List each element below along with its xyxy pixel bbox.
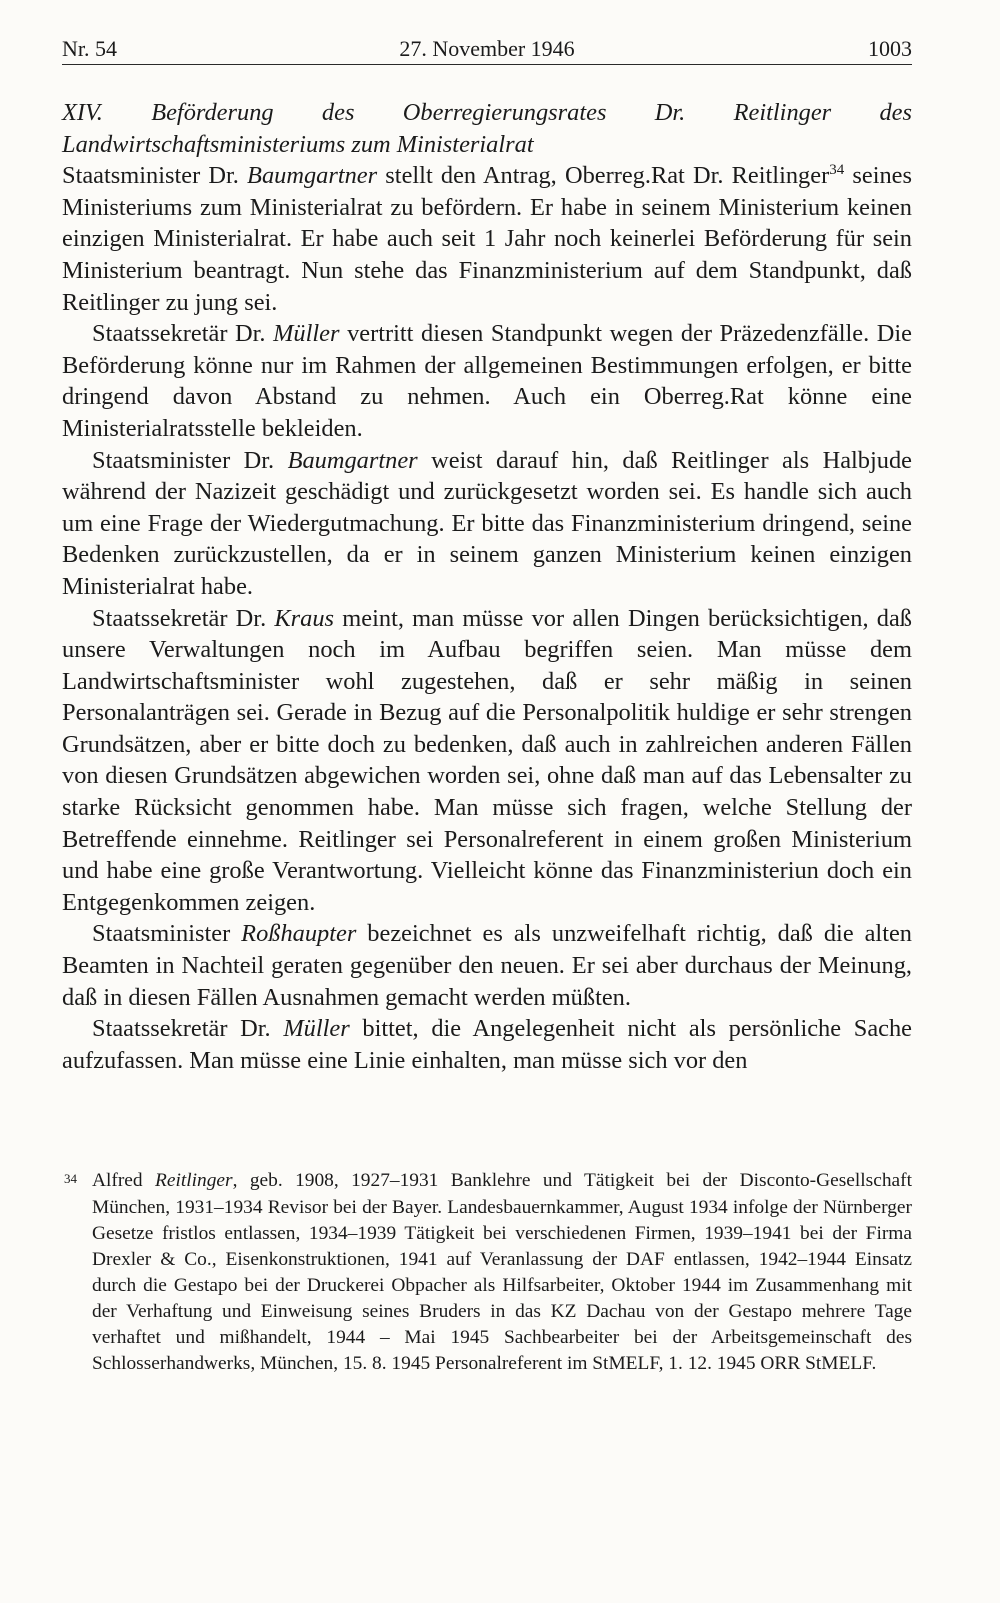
paragraph — [62, 445, 912, 603]
page-number: 1003 — [868, 36, 912, 61]
paragraph-text: meint, man müsse vor allen Dingen berücksichtigen, daß unsere Verwaltungen noch im Aufbau begriffen seien. Man müsse dem Landwirtschaftsminister wohl zugestehen, daß er sehr mäßig in seinen Personalanträgen sei. Gerade in Bezug auf die Personalpolitik huldige er sehr strengen Grundsätzen, aber er bitte doch zu bedenken, daß auch in zahlreichen anderen Fällen von diesen Grundsätzen abgewichen worden sei, ohne daß man auf das Lebensalter zu starke Rücksicht genommen habe. Man müsse sich fragen, welche Stellung der Betreffende einnehme. Reitlinger sei Personalreferent in einem großen Ministerium und habe eine große Verantwortung. Vielleicht könne das Finanzministeriun doch ein Entgegenkommen zeigen. — [62, 604, 912, 916]
speaker-name: Müller — [273, 320, 340, 348]
footnote-reference[interactable]: 34 — [829, 162, 845, 179]
speaker-title: Staatsminister — [92, 920, 242, 948]
speaker-name: Baumgartner — [287, 446, 418, 474]
speaker-name: Kraus — [274, 604, 335, 632]
footnote-text: , geb. 1908, 1927–1931 Banklehre und Tätigkeit bei der Disconto-Gesellschaft München, 1931–1934 Revisor bei der Bayer. Landesbauernkammer, August 1934 infolge der Nürnberger Gesetze fristlos entlassen, 1934–1939 Tätigkeit bei verschiedenen Firmen, 1939–1941 bei der Firma Drexler & Co., Eisenkonstruktionen, 1941 auf Veranlassung der DAF entlassen, 1942–1944 Einsatz durch die Gestapo bei der Druckerei Obpacher als Hilfsarbeiter, Oktober 1944 im Zusammenhang mit der Verhaftung und Einweisung seines Bruders in das KZ Dachau von der Gestapo mehrere Tage verhaftet und mißhandelt, 1944 – Mai 1945 Sachbearbeiter bei der Arbeitsgemeinschaft des Schlosserhandwerks, München, 15. 8. 1945 Personalreferent im StMELF, 1. 12. 1945 ORR StMELF. — [92, 1170, 912, 1375]
speaker-title: Staatsminister Dr. — [62, 162, 248, 190]
speaker-title: Staatssekretär Dr. — [92, 604, 275, 632]
footnote-text: Alfred — [92, 1170, 156, 1192]
footnote-number: 34 — [64, 1171, 77, 1187]
paragraph-text: seines Ministeriums zum Ministerialrat zu befördern. Er habe in seinem Ministerium keinen einzigen Ministerialrat. Er habe auch seit 1 Jahr noch keinerlei Beförderung für sein Ministerium beantragt. Nun stehe das Finanzministerium auf dem Standpunkt, daß Reitlinger zu jung sei. — [62, 162, 912, 316]
footnote — [62, 1168, 912, 1377]
paragraph — [62, 918, 912, 1013]
speaker-name: Roßhaupter — [241, 920, 357, 948]
speaker-name: Baumgartner — [247, 162, 378, 190]
document-page — [62, 30, 912, 1377]
paragraph-text: weist darauf hin, daß Reitlinger als Halbjude während der Nazizeit geschädigt und zurückgesetzt worden sei. Es handle sich auch um eine Frage der Wiedergutmachung. Er bitte das Finanzministerium dringend, seine Bedenken zurückzustellen, da er in seinem ganzen Ministerium keinen einzigen Ministerialrat habe. — [62, 446, 912, 600]
paragraph-text: vertritt diesen Standpunkt wegen der Präzedenzfälle. Die Beförderung könne nur im Rahmen der allgemeinen Bestimmungen erfolgen, er bitte dringend davon Abstand zu nehmen. Auch ein Oberreg.Rat könne eine Ministerialratsstelle bekleiden. — [62, 320, 912, 442]
speaker-title: Staatsminister Dr. — [92, 446, 288, 474]
paragraph — [62, 318, 912, 444]
paragraph-text: stellt den Antrag, Oberreg.Rat Dr. Reitlinger — [377, 162, 830, 190]
paragraph — [62, 603, 912, 919]
paragraph — [62, 160, 912, 318]
footnote-person-name: Reitlinger — [155, 1170, 233, 1192]
paragraph — [62, 1013, 912, 1076]
section-heading: XIV. Beförderung des Oberregierungsrates Dr. Reitlinger des Landwirtschaftsministeriums zum Ministerialrat — [62, 99, 912, 158]
footnotes — [62, 1168, 912, 1377]
speaker-name: Müller — [283, 1015, 350, 1043]
paragraph-text: bezeichnet es als unzweifelhaft richtig, daß die alten Beamten in Nachteil geraten gegenüber den neuen. Er sei aber durchaus der Meinung, daß in diesen Fällen Ausnahmen gemacht werden müßten. — [62, 920, 913, 1011]
running-header — [62, 30, 912, 65]
speaker-title: Staatssekretär Dr. — [92, 320, 274, 348]
speaker-title: Staatssekretär Dr. — [92, 1015, 284, 1043]
paragraph-text: bittet, die Angelegenheit nicht als persönliche Sache aufzufassen. Man müsse eine Linie einhalten, man müsse sich vor den — [62, 1015, 912, 1074]
main-text — [62, 97, 912, 1076]
issue-number: Nr. 54 — [62, 36, 117, 61]
session-date: 27. November 1946 — [399, 36, 575, 61]
